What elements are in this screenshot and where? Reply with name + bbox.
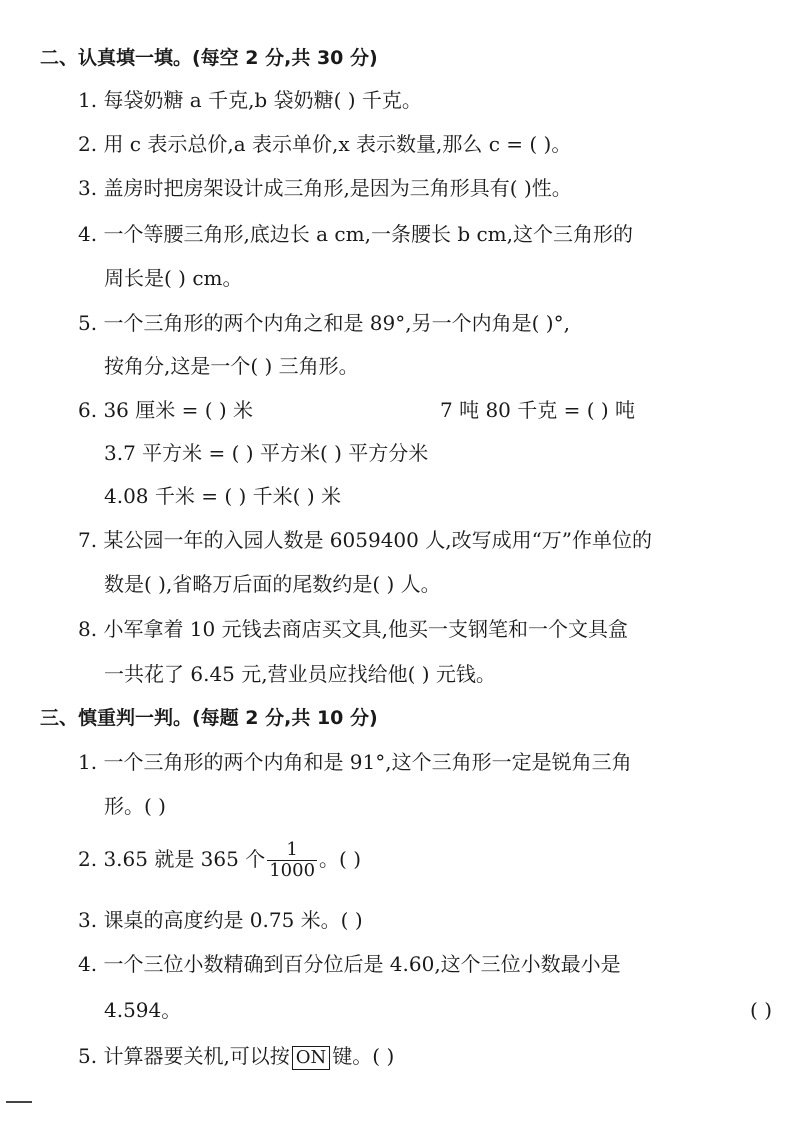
s2-question-6-c: 3.7 平方米 = ( ) 平方米( ) 平方分米 bbox=[104, 441, 429, 465]
s2-question-1: 1. 每袋奶糖 a 千克,b 袋奶糖( ) 千克。 bbox=[78, 88, 422, 112]
s3-question-4-bracket: ( ) bbox=[750, 998, 772, 1022]
s2-question-6-a: 6. 36 厘米 = ( ) 米 bbox=[78, 398, 254, 422]
s3-question-2 bbox=[78, 840, 361, 881]
s2-question-4-line-2: 周长是( ) cm。 bbox=[104, 266, 243, 290]
s3-question-5 bbox=[78, 1042, 394, 1070]
s2-question-2: 2. 用 c 表示总价,a 表示单价,x 表示数量,那么 c = ( )。 bbox=[78, 132, 572, 156]
s3-question-2-suffix: 。( ) bbox=[319, 847, 361, 871]
s3-question-1-line-1: 1. 一个三角形的两个内角和是 91°,这个三角形一定是锐角三角 bbox=[78, 750, 632, 774]
s2-question-6-b: 7 吨 80 千克 = ( ) 吨 bbox=[440, 398, 636, 422]
page-corner-mark bbox=[6, 1101, 32, 1103]
s2-question-6-d: 4.08 千米 = ( ) 千米( ) 米 bbox=[104, 484, 342, 508]
s2-question-8-line-1: 8. 小军拿着 10 元钱去商店买文具,他买一支钢笔和一个文具盒 bbox=[78, 617, 628, 641]
s2-question-4-line-1: 4. 一个等腰三角形,底边长 a cm,一条腰长 b cm,这个三角形的 bbox=[78, 222, 633, 246]
s3-question-5-suffix: 键。( ) bbox=[332, 1044, 395, 1068]
s2-question-7-line-2: 数是( ),省略万后面的尾数约是( ) 人。 bbox=[104, 572, 441, 596]
s3-question-5-prefix: 5. 计算器要关机,可以按 bbox=[78, 1044, 290, 1068]
section-2-heading: 二、认真填一填。(每空 2 分,共 30 分) bbox=[40, 47, 378, 69]
s2-question-7-line-1: 7. 某公园一年的入园人数是 6059400 人,改写成用“万”作单位的 bbox=[78, 528, 653, 552]
fraction bbox=[267, 840, 317, 881]
s2-question-8-line-2: 一共花了 6.45 元,营业员应找给他( ) 元钱。 bbox=[104, 662, 496, 686]
s3-question-4-line-2: 4.594。 bbox=[104, 998, 182, 1022]
s2-question-5-line-1: 5. 一个三角形的两个内角之和是 89°,另一个内角是( )°, bbox=[78, 311, 570, 335]
s3-question-4-line-1: 4. 一个三位小数精确到百分位后是 4.60,这个三位小数最小是 bbox=[78, 952, 621, 976]
section-3-heading: 三、慎重判一判。(每题 2 分,共 10 分) bbox=[40, 707, 378, 729]
s2-question-5-line-2: 按角分,这是一个( ) 三角形。 bbox=[104, 354, 359, 378]
s3-question-3: 3. 课桌的高度约是 0.75 米。( ) bbox=[78, 908, 363, 932]
on-key-label: ON bbox=[292, 1046, 331, 1070]
s3-question-2-prefix: 2. 3.65 就是 365 个 bbox=[78, 847, 266, 871]
s3-question-1-line-2: 形。( ) bbox=[104, 794, 166, 818]
fraction-numerator: 1 bbox=[286, 839, 298, 860]
fraction-denominator: 1000 bbox=[269, 860, 316, 881]
s2-question-3: 3. 盖房时把房架设计成三角形,是因为三角形具有( )性。 bbox=[78, 176, 572, 200]
